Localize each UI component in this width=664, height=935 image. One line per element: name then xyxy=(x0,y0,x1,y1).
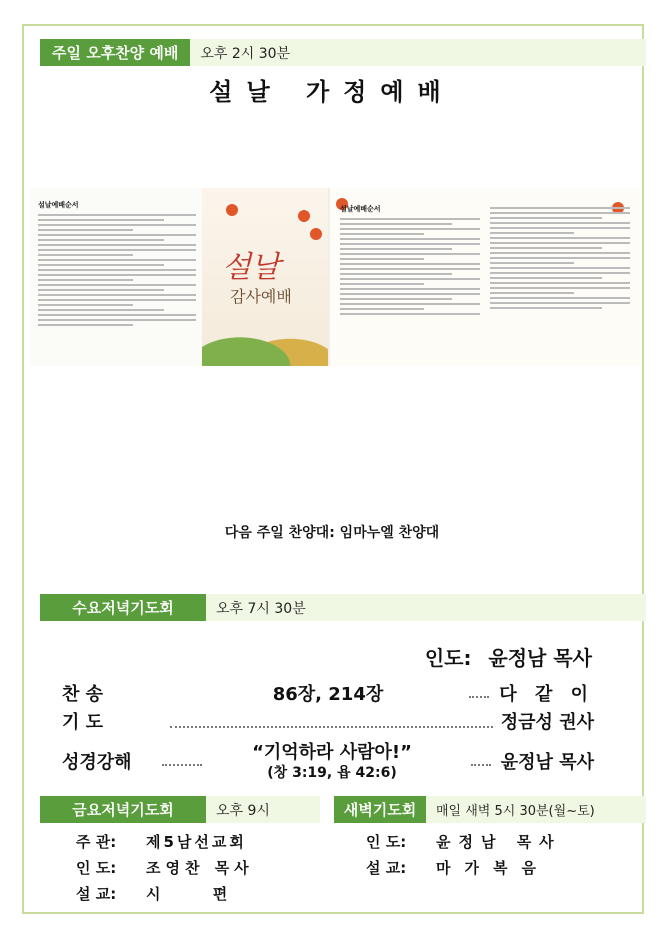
friday-detail-row xyxy=(76,880,254,906)
detail-value: 제5남선교회 xyxy=(146,832,247,851)
dot-leader xyxy=(469,696,489,698)
leader-name: 윤정남 목사 xyxy=(488,646,592,670)
friday-section-header xyxy=(40,796,320,823)
cover-hills-decoration xyxy=(202,316,328,366)
dawn-section-header xyxy=(334,796,646,823)
persimmon-icon xyxy=(226,204,238,216)
wednesday-service-time: 오후 7시 30분 xyxy=(206,594,646,621)
bulletin-right-column-1 xyxy=(340,204,480,318)
friday-service-time: 오후 9시 xyxy=(206,796,320,823)
bulletin-image xyxy=(30,188,640,366)
next-week-choir: 다음 주일 찬양대: 임마누엘 찬양대 xyxy=(224,525,440,541)
wednesday-leader xyxy=(425,642,592,671)
sermon-reference: (창 3:19, 욥 42:6) xyxy=(267,765,397,781)
bulletin-right-page xyxy=(330,188,640,366)
detail-key: 설 교: xyxy=(366,858,407,877)
dawn-service-time: 매일 새벽 5시 30분(월~토) xyxy=(426,796,646,823)
dawn-detail-row xyxy=(366,854,562,880)
bulletin-order-column xyxy=(38,200,196,329)
dot-leader xyxy=(170,726,493,728)
order-label: 성경강해 xyxy=(62,752,132,773)
detail-value: 시 편 xyxy=(146,884,228,903)
sunday-title: 설날 가정예배 xyxy=(209,78,455,106)
bulletin-cover xyxy=(202,188,328,366)
friday-detail-row xyxy=(76,854,254,880)
dawn-detail-row xyxy=(366,828,562,854)
friday-detail-row xyxy=(76,828,254,854)
detail-value: 조영찬 목사 xyxy=(146,858,254,877)
order-right: 윤정남 목사 xyxy=(500,752,594,773)
leader-label: 인도: xyxy=(424,646,472,670)
wednesday-section-header xyxy=(40,594,646,621)
order-label: 찬 송 xyxy=(62,684,104,705)
detail-key: 주 관: xyxy=(76,832,117,851)
order-center: 86장, 214장 xyxy=(272,684,384,705)
cover-subtitle: 감사예배 xyxy=(230,287,292,306)
order-label: 기 도 xyxy=(62,712,104,733)
order-right: 정금성 권사 xyxy=(500,712,594,733)
sunday-service-label: 주일 오후찬양 예배 xyxy=(40,39,190,66)
persimmon-icon xyxy=(298,210,310,222)
order-row-hymn xyxy=(62,680,594,706)
dawn-details xyxy=(366,828,562,880)
detail-value: 윤정남 목사 xyxy=(436,832,562,851)
sunday-section-header xyxy=(40,39,646,66)
cover-title: 설날 xyxy=(222,250,280,285)
bulletin-left-heading: 설날예배순서 xyxy=(38,201,79,209)
persimmon-icon xyxy=(310,228,322,240)
order-row-prayer xyxy=(62,708,594,734)
friday-details xyxy=(76,828,254,906)
order-right: 다 같 이 xyxy=(499,684,594,705)
dawn-service-label: 새벽기도회 xyxy=(334,796,426,823)
wednesday-service-label: 수요저녁기도회 xyxy=(40,594,206,621)
detail-value: 마가복음 xyxy=(436,858,550,877)
detail-key: 설 교: xyxy=(76,884,117,903)
sunday-service-time: 오후 2시 30분 xyxy=(190,39,646,66)
friday-service-label: 금요저녁기도회 xyxy=(40,796,206,823)
bulletin-left-page xyxy=(30,188,328,366)
bulletin-right-heading: 설날예배순서 xyxy=(340,205,381,213)
detail-key: 인 도: xyxy=(76,858,117,877)
detail-key: 인 도: xyxy=(366,832,407,851)
bulletin-right-column-2 xyxy=(490,204,630,312)
sermon-title: “기억하라 사람아!” xyxy=(252,742,412,763)
